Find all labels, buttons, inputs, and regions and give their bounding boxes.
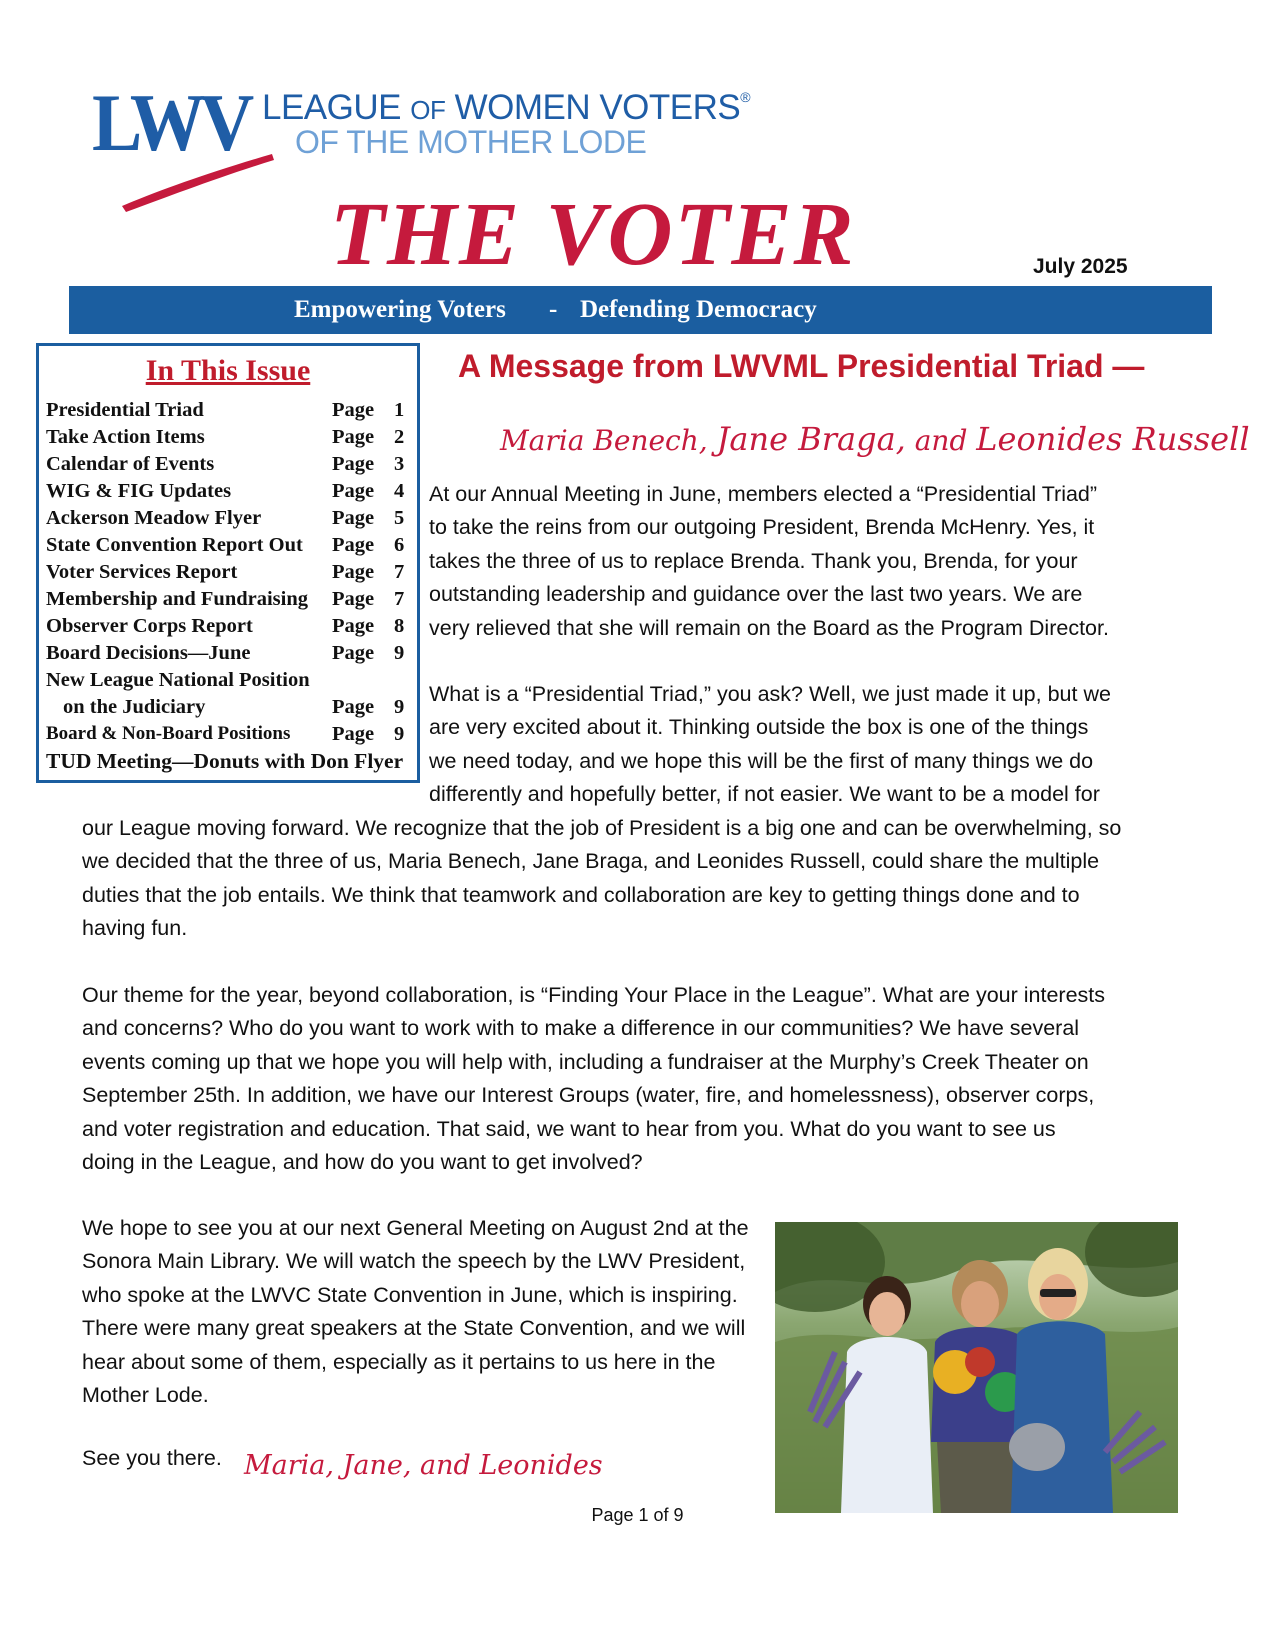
toc-item-page: Page 9 <box>332 642 405 664</box>
triad-group-photo <box>775 1222 1178 1513</box>
toc-item-page: Page 8 <box>332 615 405 637</box>
toc-item-label: Presidential Triad <box>46 399 204 421</box>
text-line: we need today, and we hope this will be the first of many things we do <box>429 748 1094 773</box>
toc-item-page: Page 7 <box>332 588 405 610</box>
lwv-mark <box>90 77 270 212</box>
toc-item-page: Page 3 <box>332 453 405 475</box>
toc-item-page: Page 2 <box>332 426 405 448</box>
tagline-left: Empowering Voters <box>294 296 506 323</box>
text-line: We hope to see you at our next General Meeting on August 2nd at the <box>82 1216 749 1240</box>
paragraph-2-continued <box>82 812 1121 946</box>
toc-item-page: Page 5 <box>332 507 405 529</box>
toc-item-label: Board & Non-Board Positions <box>46 723 291 744</box>
toc-item-page: Page 4 <box>332 480 405 502</box>
toc-item-page: Page 6 <box>332 534 405 556</box>
tagline-bar <box>69 286 1212 334</box>
paragraph-4 <box>82 1212 749 1412</box>
text-line: are very excited about it. Thinking outside the box is one of the things <box>429 715 1089 740</box>
text-line: takes the three of us to replace Brenda. Thank you, Brenda, for your <box>429 548 1078 573</box>
toc-item-label: WIG & FIG Updates <box>46 480 232 502</box>
text-line: Our theme for the year, beyond collaboration, is “Finding Your Place in the League”. What are your interests <box>82 983 1106 1007</box>
swoosh-icon <box>120 134 280 214</box>
toc-item-label: Board Decisions—June <box>46 642 251 664</box>
toc-item-label: Ackerson Meadow Flyer <box>46 507 262 529</box>
text-line: differently and hopefully better, if not easier. We want to be a model for <box>429 782 1100 807</box>
toc-item-page: Page 9 <box>332 696 405 718</box>
author-signature-line: Maria Benech, Jane Braga, and Leonides Russell <box>500 420 1250 458</box>
text-line: hear about some of them, especially as it pertains to us here in the <box>82 1349 716 1374</box>
text-line: At our Annual Meeting in June, members elected a “Presidential Triad” <box>429 482 1098 506</box>
toc-item-label: Voter Services Report <box>46 561 238 583</box>
toc-item-label: Calendar of Events <box>46 453 215 475</box>
toc-item-label: State Convention Report Out <box>46 534 303 556</box>
toc-item-label: Take Action Items <box>46 426 205 448</box>
paragraph-2-wrapped <box>429 678 1111 812</box>
text-line: who spoke at the LWVC State Convention in June, which is inspiring. <box>82 1282 738 1307</box>
issue-date: July 2025 <box>1033 255 1128 278</box>
text-line: What is a “Presidential Triad,” you ask? Well, we just made it up, but we <box>429 682 1111 706</box>
text-line: events coming up that we hope you will help with, including a fundraiser at the Murphy’s Creek Theater on <box>82 1049 1089 1074</box>
text-line: September 25th. In addition, we have our Interest Groups (water, fire, and homelessness), observer corps, <box>82 1083 1095 1108</box>
toc-item-label: Membership and Fundraising <box>46 588 308 610</box>
lwv-letters: LWV <box>92 77 249 168</box>
toc-item-page: Page 1 <box>332 399 405 421</box>
toc-item-page: Page 7 <box>332 561 405 583</box>
toc-item-page: Page 9 <box>332 723 405 745</box>
text-line: duties that the job entails. We think that teamwork and collaboration are key to getting things done and to <box>82 882 1080 907</box>
newsletter-title: THE VOTER <box>330 185 856 284</box>
closing-text: See you there. <box>82 1446 222 1470</box>
text-line: very relieved that she will remain on the Board as the Program Director. <box>429 615 1109 640</box>
toc-title: In This Issue <box>145 354 311 387</box>
table-of-contents <box>36 343 420 783</box>
toc-item-label: on the Judiciary <box>63 696 206 718</box>
tagline-right: Defending Democracy <box>580 296 817 323</box>
logo-text-line2: OF THE MOTHER LODE <box>295 124 647 160</box>
text-line: Sonora Main Library. We will watch the speech by the LWV President, <box>82 1249 746 1274</box>
paragraph-3 <box>82 979 1105 1179</box>
text-line: There were many great speakers at the State Convention, and we will <box>82 1316 746 1341</box>
text-line: we decided that the three of us, Maria Benech, Jane Braga, and Leonides Russell, could share the multiple <box>82 849 1100 874</box>
text-line: outstanding leadership and guidance over the last two years. We are <box>429 582 1083 607</box>
page-footer: Page 1 of 9 <box>591 1505 684 1525</box>
paragraph-1 <box>429 478 1109 645</box>
text-line: Mother Lode. <box>82 1383 209 1408</box>
text-line: and concerns? Who do you want to work with to make a difference in our communities? We have several <box>82 1016 1080 1041</box>
article-title: A Message from LWVML Presidential Triad — <box>458 348 1145 384</box>
photo-illustration <box>775 1222 1178 1513</box>
text-line: to take the reins from our outgoing President, Brenda McHenry. Yes, it <box>429 515 1095 540</box>
toc-item-label: Observer Corps Report <box>46 615 253 637</box>
text-line: and voter registration and education. That said, we want to hear from you. What do you want to see us <box>82 1116 1056 1141</box>
text-line: our League moving forward. We recognize that the job of President is a big one and can be overwhelming, so <box>82 816 1122 840</box>
text-line: doing in the League, and how do you want to get involved? <box>82 1150 643 1175</box>
text-line: having fun. <box>82 916 188 941</box>
logo-text-line1: LEAGUE OF WOMEN VOTERS® <box>262 88 751 127</box>
closing-signature: Maria, Jane, and Leonides <box>244 1450 603 1481</box>
tagline-separator: - <box>549 296 558 323</box>
toc-item-label: New League National Position <box>46 669 310 691</box>
toc-item-label: TUD Meeting—Donuts with Don Flyer <box>46 749 404 773</box>
